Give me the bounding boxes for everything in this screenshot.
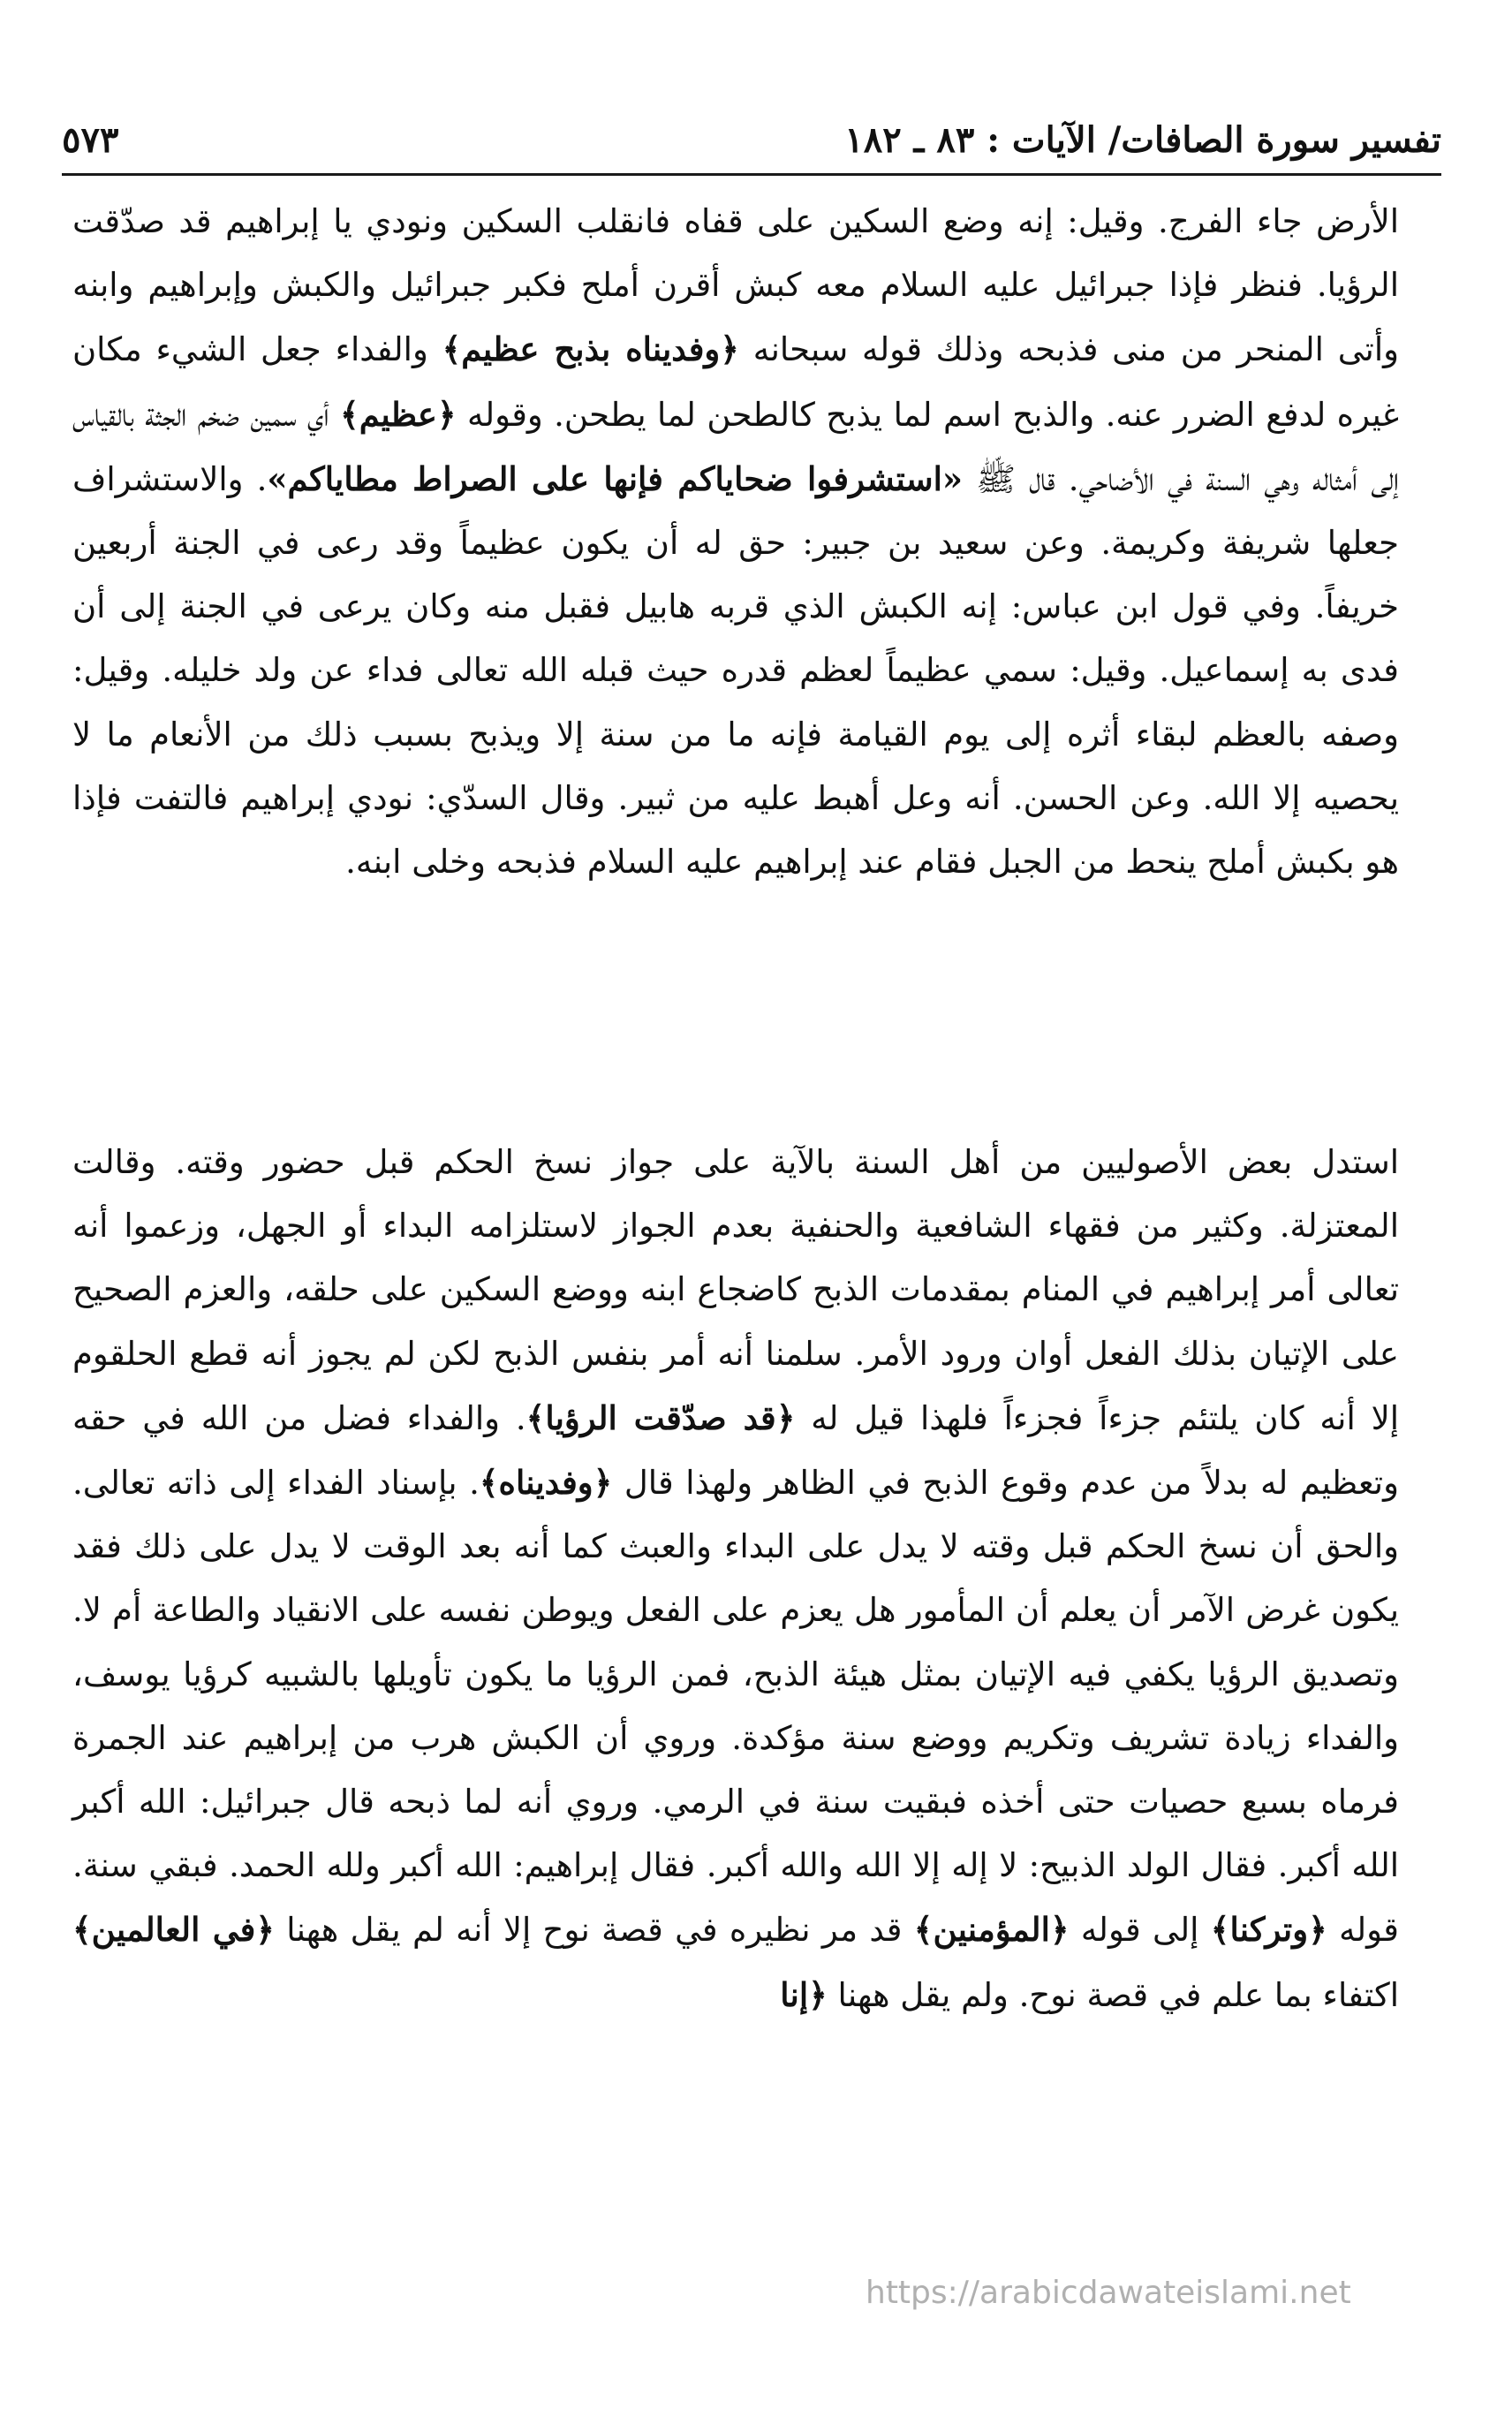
paragraph-2	[72, 1131, 1399, 2027]
text-run: استدل بعض الأصوليين من أهل السنة بالآية على جواز نسخ الحكم قبل حضور وقته. وقالت المعتزلة. وكثير من فقهاء الشافعية والحنفية بعدم الجواز لاستلزامه البداء أو الجهل، وزعموا أنه تعالى أمر إبراهيم في المنام بمقدمات الذبح كاضجاع ابنه ووضع السكين على حلقه، والعزم الصحيح على الإتيان بذلك الفعل أوان ورود الأمر. سلمنا أنه أمر بنفس الذبح لكن لم يجوز أنه قطع الحلقوم إلا أنه كان يلتئم جزءاً فجزءاً فلهذا قيل له	[72, 1143, 1400, 1437]
text-run: . والفداء فضل من الله في حقه وتعظيم له بدلاً من عدم وقوع الذبح في الظاهر ولهذا قال	[72, 1398, 1399, 1503]
quran-verse: ﴿المؤمنين﴾	[913, 1910, 1070, 1950]
quran-verse: ﴿في العالمين﴾	[72, 1910, 275, 1950]
text-run: الأرض جاء الفرج. وقيل: إنه وضع السكين على قفاه فانقلب السكين ونودي يا إبراهيم قد صدّقت الرؤيا. فنظر فإذا جبرائيل عليه السلام معه كبش أقرن أملح فكبر جبرائيل والكبش وإبراهيم وابنه وأتى المنحر من منى فذبحه وذلك قوله سبحانه	[72, 202, 1399, 369]
quran-verse: ﴿عظيم﴾	[340, 394, 457, 434]
quran-verse: ﴿إنا	[780, 1974, 828, 2014]
quran-verse: ﴿وفديناه﴾	[479, 1463, 613, 1503]
quran-verse: ﴿قد صدّقت الرؤيا﴾	[525, 1398, 796, 1437]
text-run: قد مر نظيره في قصة نوح إلا أنه لم يقل ههنا	[274, 1911, 914, 1950]
running-title: تفسير سورة الصافات/ الآيات : ٨٣ ـ ١٨٢	[844, 118, 1441, 161]
page-header	[62, 104, 1441, 175]
hadith-quote: «استشرفوا ضحاياكم فإنها على الصراط مطاياكم»	[267, 458, 964, 498]
text-run: أي سمين ضخم الجثة بالقياس إلى أمثاله وهي السنة في الأضاحي. قال ﷺ	[72, 395, 1399, 498]
quran-verse: ﴿وتركنا﴾	[1210, 1910, 1327, 1950]
watermark: https://arabicdawateislami.net	[866, 2275, 1351, 2311]
text-run: . والاستشراف جعلها شريفة وكريمة. وعن سعيد بن جبير: حق له أن يكون عظيماً وقد رعى في الجنة أربعين خريفاً. وفي قول ابن عباس: إنه الكبش الذي قربه هابيل فقبل منه وكان يرعى في الجنة إلى أن فدى به إسماعيل. وقيل: سمي عظيماً لعظم قدره حيث قبله الله تعالى فداء عن ولد خليله. وقيل: وصفه بالعظم لبقاء أثره إلى يوم القيامة فإنه ما من سنة إلا ويذبح بسبب ذلك من الأنعام ما لا يحصيه إلا الله. وعن الحسن. أنه وعل أهبط عليه من ثبير. وقال السدّي: نودي إبراهيم فالتفت فإذا هو بكبش أملح ينحط من الجبل فقام عند إبراهيم عليه السلام فذبحه وخلى ابنه.	[72, 459, 1399, 882]
text-run: . بإسناد الفداء إلى ذاته تعالى. والحق أن نسخ الحكم قبل وقته لا يدل على البداء والعبث كما أنه بعد الوقت لا يدل على ذلك فقد يكون غرض الآمر أن يعلم أن المأمور هل يعزم على الفعل ويوطن نفسه على الانقياد والطاعة أم لا. وتصديق الرؤيا يكفي فيه الإتيان بمثل هيئة الذبح، فمن الرؤيا ما يكون تأويلها بالشبيه كرؤيا يوسف، والفداء زيادة تشريف وتكريم ووضع سنة مؤكدة. وروي أن الكبش هرب من إبراهيم عند الجمرة فرماه بسبع حصيات حتى أخذه فبقيت سنة في الرمي. وروي أنه لما ذبحه قال جبرائيل: الله أكبر الله أكبر. فقال الولد الذبيح: لا إله إلا الله والله أكبر. فقال إبراهيم: الله أكبر ولله الحمد. فبقي سنة. قوله	[72, 1464, 1399, 1950]
quran-verse: ﴿وفديناه بذبح عظيم﴾	[442, 330, 739, 369]
text-run: إلى قوله	[1069, 1911, 1211, 1950]
header-rule	[62, 173, 1441, 176]
text-run: والفداء جعل الشيء مكان غيره لدفع الضرر عنه. والذبح اسم لما يذبح كالطحن لما يطحن. وقوله	[72, 330, 1399, 434]
page-number: ٥٧٣	[62, 118, 119, 161]
text-run: اكتفاء بما علم في قصة نوح. ولم يقل ههنا	[827, 1975, 1399, 2014]
paragraph-1	[72, 190, 1399, 894]
